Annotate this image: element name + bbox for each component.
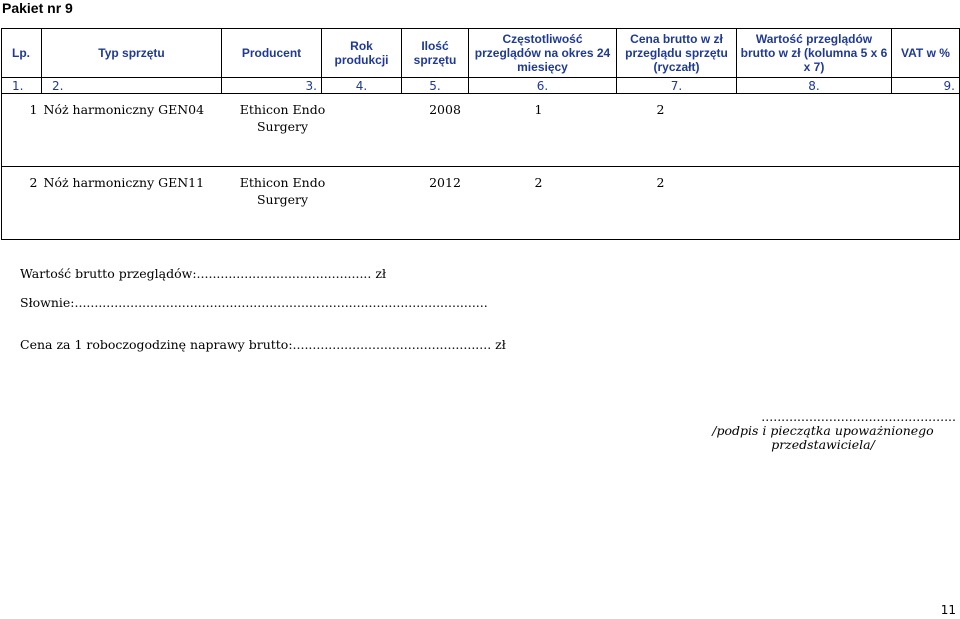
colnum-5: 5. (402, 78, 469, 94)
colnum-9: 9. (892, 78, 960, 94)
colnum-6: 6. (469, 78, 617, 94)
header-producent: Producent (222, 29, 322, 78)
page-number: 11 (940, 603, 956, 617)
cell-ilosc: 1 (469, 94, 617, 167)
colnum-7: 7. (617, 78, 737, 94)
cell-wartosc (892, 94, 960, 167)
in-words-line: Słownie:........................................................................................................ (20, 295, 488, 310)
cell-typ: Nóż harmoniczny GEN11 (42, 167, 222, 240)
cell-wartosc (892, 167, 960, 240)
header-row (2, 29, 960, 78)
colnum-3: 3. (222, 78, 322, 94)
total-value-line: Wartość brutto przeglądów:............................................ zł (20, 266, 386, 281)
table-row (2, 94, 960, 167)
cell-producent: Ethicon Endo Surgery (222, 94, 402, 167)
column-number-row (2, 78, 960, 94)
header-czestotliwosc: Częstotliwość przeglądów na okres 24 miesięcy (469, 29, 617, 78)
header-ilosc: Ilość sprzętu (402, 29, 469, 78)
table-row (2, 167, 960, 240)
header-typ: Typ sprzętu (42, 29, 222, 78)
header-rok: Rok produkcji (322, 29, 402, 78)
equipment-table (1, 28, 960, 240)
cell-czestotliwosc: 2 (617, 94, 737, 167)
cell-rok: 2008 (402, 94, 469, 167)
page-title: Pakiet nr 9 (2, 0, 73, 16)
header-vat: VAT w % (892, 29, 960, 78)
cell-lp: 2 (2, 167, 42, 240)
cell-czestotliwosc: 2 (617, 167, 737, 240)
cell-lp: 1 (2, 94, 42, 167)
signature-block (690, 410, 956, 452)
cell-producent: Ethicon Endo Surgery (222, 167, 402, 240)
cell-cena (737, 167, 892, 240)
cell-rok: 2012 (402, 167, 469, 240)
colnum-8: 8. (737, 78, 892, 94)
signature-label: /podpis i pieczątka upoważnionego przedstawiciela/ (712, 423, 934, 452)
hourly-rate-line: Cena za 1 roboczogodzinę naprawy brutto:.................................................. zł (20, 337, 506, 352)
header-wartosc: Wartość przeglądów brutto w zł (kolumna 5 x 6 x 7) (737, 29, 892, 78)
colnum-4: 4. (322, 78, 402, 94)
cell-typ: Nóż harmoniczny GEN04 (42, 94, 222, 167)
cell-cena (737, 94, 892, 167)
cell-ilosc: 2 (469, 167, 617, 240)
colnum-1: 1. (2, 78, 42, 94)
colnum-2: 2. (42, 78, 222, 94)
header-cena: Cena brutto w zł przeglądu sprzętu (ryczałt) (617, 29, 737, 78)
signature-dots: ................................................. (761, 409, 956, 424)
header-lp: Lp. (2, 29, 42, 78)
